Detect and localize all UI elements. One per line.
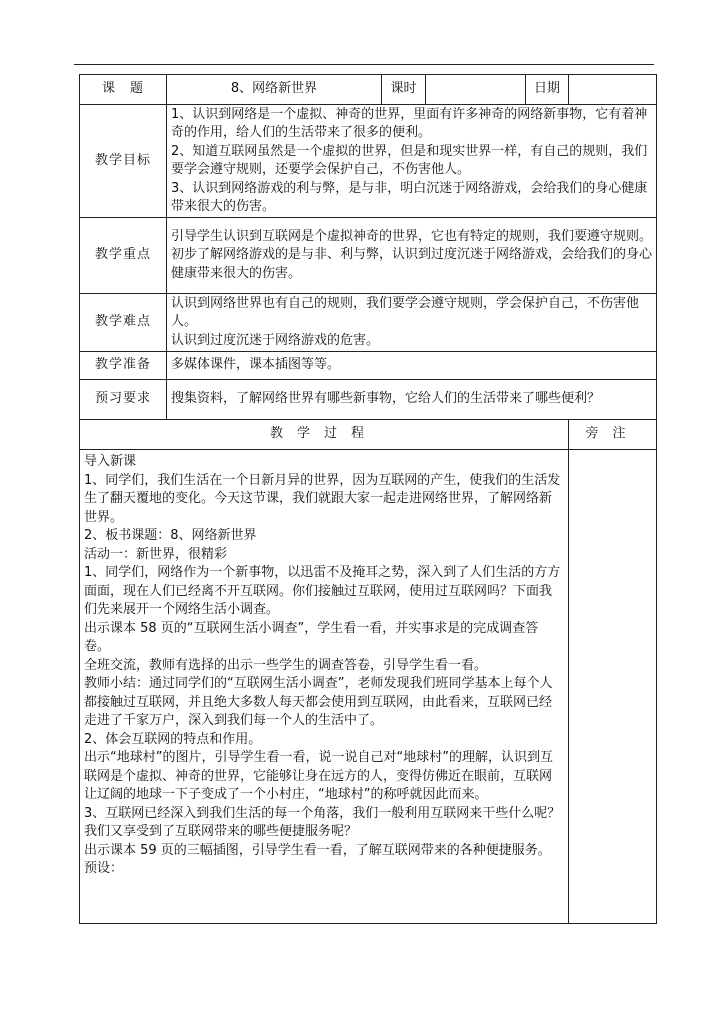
topic-value: 8、网络新世界 [167,75,382,105]
period-label: 课时 [382,75,426,105]
row-content [167,380,657,420]
content-line: 1、同学们，我们生活在一个日新月异的世界，因为互联网的产生，使我们的生活发生了翻天覆地的变化。今天这节课，我们就跟大家一起走进网络世界，了解网络新世界。 [84,472,561,525]
content-line: 出示“地球村”的图片，引导学生看一看，说一说自己对“地球村”的理解，认识到互联网是个虚拟、神奇的世界，它能够让身在远方的人，变得仿佛近在眼前，互联网让辽阔的地球一下子变成了一个小村庄，“地球村”的称呼就因此而来。 [84,750,553,802]
content-line: 引导学生认识到互联网是个虚拟神奇的世界，它也有特定的规则，我们要遵守规则。 [171,228,653,244]
content-line: 预设： [84,861,124,876]
content-line: 1、同学们，网络作为一个新事物，以迅雷不及掩耳之势，深入到了人们生活的方方面面，现在人们已经离不开互联网。你们接触过互联网，使用过互联网吗？下面我们先来展开一个网络生活小调查。 [84,565,561,617]
row-content [167,105,657,218]
content-line: 2、体会互联网的特点和作用。 [84,731,262,747]
row-content [167,352,657,380]
row-content [167,218,657,294]
lesson-plan-table [79,74,657,924]
content-line: 3、互联网已经深入到我们生活的每一个角落，我们一般利用互联网来干些什么呢？我们又享受到了互联网带来的哪些便捷服务呢？ [84,805,561,839]
notes-content [569,450,657,924]
content-line: 教师小结：通过同学们的“互联网生活小调查”，老师发现我们班同学基本上每个人都接触过互联网，并且绝大多数人每天都会使用到互联网，由此看来，互联网已经走进了千家万户，深入到我们每一个人的生活中了。 [84,676,553,728]
row-content [167,294,657,352]
topic-label: 课 题 [80,75,167,105]
header-row [80,75,657,105]
content-line: 全班交流，教师有选择的出示一些学生的调查答卷，引导学生看一看。 [84,657,488,673]
content-line: 2、板书课题：8、网络新世界 [84,528,257,543]
content-line: 出示课本 59 页的三幅插图，引导学生看一看，了解互联网带来的各种便捷服务。 [84,842,551,858]
process-body-row [80,450,657,924]
process-header-row [80,420,657,450]
content-line: 初步了解网络游戏的是与非、利与弊，认识到过度沉迷于网络游戏，会给我们的身心健康带来很大的伤害。 [171,247,653,281]
content-line: 2、知道互联网虽然是一个虚拟的世界，但是和现实世界一样，有自己的规则，我们要学会遵守规则，还要学会保护自己，不伤害他人。 [171,143,648,177]
process-header: 教学过程 [80,420,569,450]
row-label: 教学难点 [80,294,167,352]
header-rule [74,64,654,65]
row-objectives [80,105,657,218]
row-difficulties [80,294,657,352]
date-value [569,75,657,105]
content-line: 多媒体课件，课本插图等等。 [171,357,341,373]
content-line: 1、认识到网络是一个虚拟、神奇的世界，里面有许多神奇的网络新事物，它有着神奇的作用，给人们的生活带来了很多的便利。 [171,106,648,140]
period-value [426,75,526,105]
row-label: 教学目标 [80,105,167,218]
row-label: 教学准备 [80,352,167,380]
content-line: 3、认识到网络游戏的利与弊，是与非，明白沉迷于网络游戏，会给我们的身心健康带来很大的伤害。 [171,180,648,214]
content-line: 认识到过度沉迷于网络游戏的危害。 [171,332,380,348]
row-key-points [80,218,657,294]
row-label: 教学重点 [80,218,167,294]
row-preview [80,380,657,420]
content-line: 搜集资料，了解网络世界有哪些新事物，它给人们的生活带来了哪些便利？ [171,391,601,407]
notes-header: 旁注 [569,420,657,450]
content-line: 认识到网络世界也有自己的规则，我们要学会遵守规则，学会保护自己，不伤害他人。 [171,295,640,330]
row-label: 预习要求 [80,380,167,420]
content-line: 活动一：新世界，很精彩 [84,546,228,562]
content-line: 导入新课 [84,454,137,469]
date-label: 日期 [526,75,569,105]
process-content [80,450,569,924]
row-preparation [80,352,657,380]
content-line: 出示课本 58 页的“互联网生活小调查”，学生看一看，并实事求是的完成调查答卷。 [84,620,539,654]
